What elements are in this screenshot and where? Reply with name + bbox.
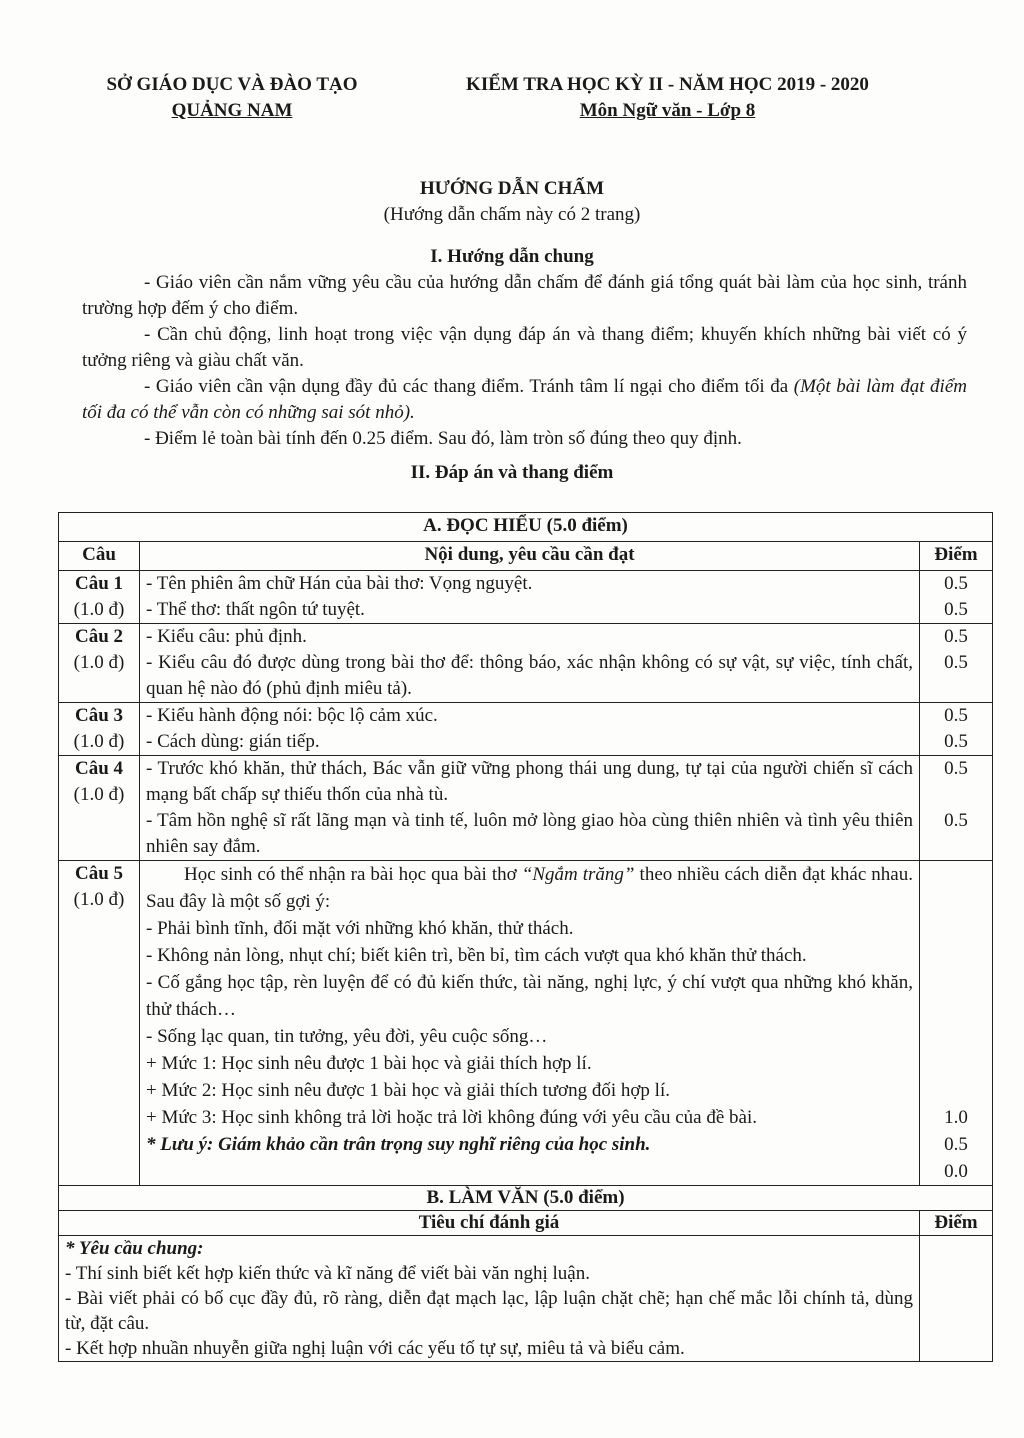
- col-content-header: Nội dung, yêu cầu cần đạt: [140, 542, 920, 571]
- part-b-title: B. LÀM VĂN (5.0 điểm): [59, 1186, 993, 1211]
- guideline-3-italic: (Một bài làm đạt điểm tối đa có thể vẫn còn có những sai sót nhỏ).: [82, 376, 967, 423]
- document-title: HƯỚNG DẪN CHẤM: [420, 178, 604, 199]
- province-name: QUẢNG NAM: [171, 100, 293, 121]
- answer-table: [58, 512, 993, 1362]
- exam-title: KIỂM TRA HỌC KỲ II - NĂM HỌC 2019 - 2020: [466, 74, 869, 95]
- department-name: SỞ GIÁO DỤC VÀ ĐÀO TẠO: [106, 74, 358, 95]
- guideline-3-text: - Giáo viên cần vận dụng đầy đủ các thang điểm. Tránh tâm lí ngại cho điểm tối đa: [144, 376, 794, 397]
- guideline-3: [82, 374, 967, 426]
- table-row: [59, 1236, 993, 1362]
- requirements-title: * Yêu cầu chung:: [65, 1238, 204, 1259]
- general-requirements: * Yêu cầu chung: - Thí sinh biết kết hợp kiến thức và kĩ năng để viết bài văn nghị luận. - Bài viết phải có bố cục đầy đủ, rõ ràng, diễn đạt mạch lạc, lập luận chặt chẽ; hạn chế mắc lỗi chính tả, dùng từ, đặt câu. - Kết hợp nhuần nhuyễn giữa nghị luận với các yếu tố tự sự, miêu tả và biểu cảm.: [59, 1236, 920, 1362]
- table-row: [59, 703, 993, 756]
- question-label: Câu 3 (1.0 đ): [59, 703, 140, 756]
- question-label: Câu 1 (1.0 đ): [59, 571, 140, 624]
- col-score-header-b: Điểm: [920, 1211, 993, 1236]
- score-cell: 0.5 0.5: [920, 756, 993, 861]
- table-row: [59, 571, 993, 624]
- question-label: Câu 4 (1.0 đ): [59, 756, 140, 861]
- score-cell: 1.0 0.5 0.0: [920, 861, 993, 1186]
- exam-header: [425, 72, 910, 124]
- guideline-4: - Điểm lẻ toàn bài tính đến 0.25 điểm. Sau đó, làm tròn số đúng theo quy định.: [144, 428, 742, 449]
- part-a-title: A. ĐỌC HIỂU (5.0 điểm): [59, 513, 993, 542]
- section2-heading: II. Đáp án và thang điểm: [410, 462, 614, 483]
- guideline-2: - Cần chủ động, linh hoạt trong việc vận dụng đáp án và thang điểm; khuyến khích những bài viết có ý tưởng riêng và giàu chất văn.: [82, 324, 967, 371]
- col-question-header: Câu: [59, 542, 140, 571]
- department-header: [82, 72, 382, 124]
- col-score-header: Điểm: [920, 542, 993, 571]
- score-cell: [920, 1236, 993, 1362]
- answer-content: Học sinh có thể nhận ra bài học qua bài thơ “Ngắm trăng” theo nhiều cách diễn đạt khác nhau. Sau đây là một số gợi ý: - Phải bình tĩnh, đối mặt với những khó khăn, thử thách. - Không nản lòng, nhụt chí; biết kiên trì, bền bỉ, tìm cách vượt qua khó khăn thử thách. - Cố gắng học tập, rèn luyện để có đủ kiến thức, tài năng, nghị lực, ý chí vượt qua những khó khăn, thử thách… - Sống lạc quan, tin tưởng, yêu đời, yêu cuộc sống… + Mức 1: Học sinh nêu được 1 bài học và giải thích hợp lí. + Mức 2: Học sinh nêu được 1 bài học và giải thích tương đối hợp lí. + Mức 3: Học sinh không trả lời hoặc trả lời không đúng với yêu cầu của đề bài. * Lưu ý: Giám khảo cần trân trọng suy nghĩ riêng của học sinh.: [140, 861, 920, 1186]
- question-label: Câu 5 (1.0 đ): [59, 861, 140, 1186]
- score-cell: 0.5 0.5: [920, 703, 993, 756]
- general-guidelines: [82, 270, 967, 452]
- answer-content: - Kiểu hành động nói: bộc lộ cảm xúc. - Cách dùng: gián tiếp.: [140, 703, 920, 756]
- document-subtitle: (Hướng dẫn chấm này có 2 trang): [383, 204, 641, 225]
- answer-content: - Tên phiên âm chữ Hán của bài thơ: Vọng nguyệt. - Thể thơ: thất ngôn tứ tuyệt.: [140, 571, 920, 624]
- answer-content: - Trước khó khăn, thử thách, Bác vẫn giữ vững phong thái ung dung, tự tại của người chiến sĩ cách mạng bất chấp sự thiếu thốn của nhà tù. - Tâm hồn nghệ sĩ rất lãng mạn và tinh tế, luôn mở lòng giao hòa cùng thiên nhiên và tình yêu thiên nhiên say đắm.: [140, 756, 920, 861]
- answer-content: - Kiểu câu: phủ định. - Kiểu câu đó được dùng trong bài thơ để: thông báo, xác nhận không có sự vật, sự việc, tính chất, quan hệ nào đó (phủ định miêu tả).: [140, 624, 920, 703]
- subject-line: Môn Ngữ văn - Lớp 8: [579, 100, 756, 121]
- table-row: [59, 756, 993, 861]
- table-row: [59, 624, 993, 703]
- question-label: Câu 2 (1.0 đ): [59, 624, 140, 703]
- col-criteria-header: Tiêu chí đánh giá: [59, 1211, 920, 1236]
- section1-heading: I. Hướng dẫn chung: [430, 246, 594, 267]
- score-cell: 0.5 0.5: [920, 624, 993, 703]
- grader-note: * Lưu ý: Giám khảo cần trân trọng suy nghĩ riêng của học sinh.: [146, 1134, 651, 1155]
- score-cell: 0.5 0.5: [920, 571, 993, 624]
- table-row: [59, 861, 993, 1186]
- guideline-1: - Giáo viên cần nắm vững yêu cầu của hướng dẫn chấm để đánh giá tổng quát bài làm của học sinh, tránh trường hợp đếm ý cho điểm.: [82, 272, 967, 319]
